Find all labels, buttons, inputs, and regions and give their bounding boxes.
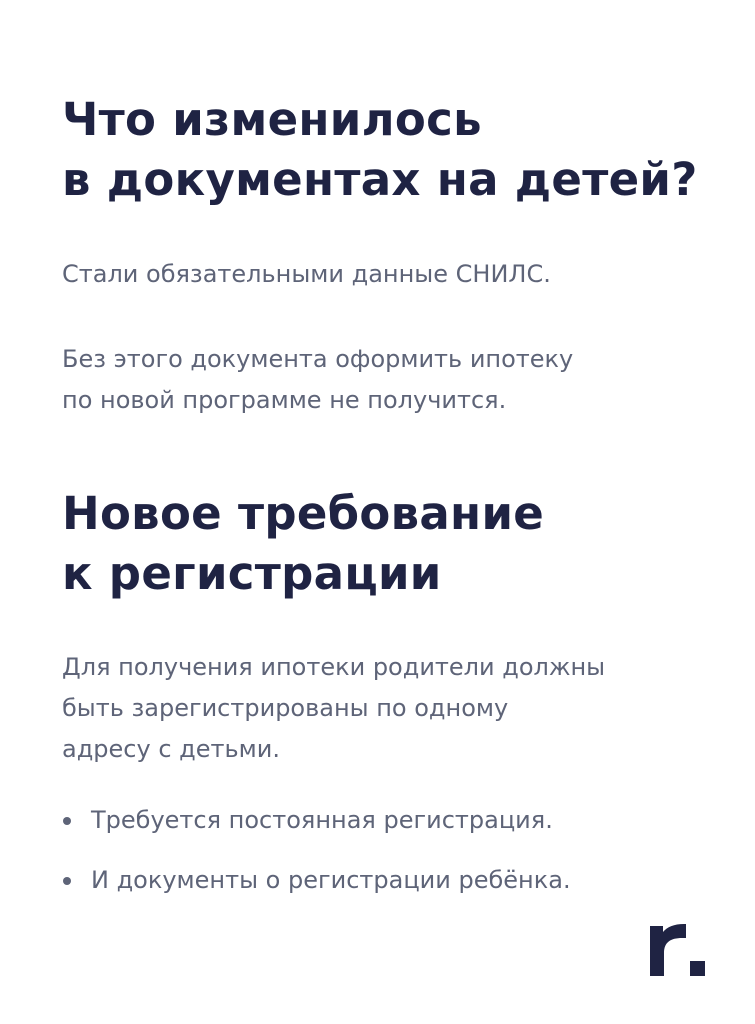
heading-line: Новое требование	[62, 487, 545, 540]
bullet-dot-icon	[63, 817, 71, 825]
heading-line: к регистрации	[62, 547, 442, 600]
paragraph-line: Без этого документа оформить ипотеку	[62, 345, 574, 373]
list-item-text: И документы о регистрации ребёнка.	[91, 866, 571, 894]
snils-paragraph	[62, 254, 551, 295]
registration-paragraph	[62, 647, 605, 770]
mortgage-warning-paragraph	[62, 339, 573, 421]
paragraph-line: Стали обязательными данные СНИЛС.	[62, 260, 551, 288]
paragraph-line: по новой программе не получится.	[62, 386, 507, 414]
r-dot-logo-icon	[650, 920, 705, 976]
heading-documents-for-children	[62, 90, 698, 210]
heading-line: в документах на детей?	[62, 153, 698, 206]
heading-line: Что изменилось	[62, 93, 482, 146]
list-item-text: Требуется постоянная регистрация.	[91, 806, 553, 834]
paragraph-line: быть зарегистрированы по одному	[62, 694, 509, 722]
paragraph-line: адресу с детьми.	[62, 735, 280, 763]
heading-registration-requirement	[62, 484, 544, 604]
bullet-dot-icon	[63, 877, 71, 885]
paragraph-line: Для получения ипотеки родители должны	[62, 653, 606, 681]
